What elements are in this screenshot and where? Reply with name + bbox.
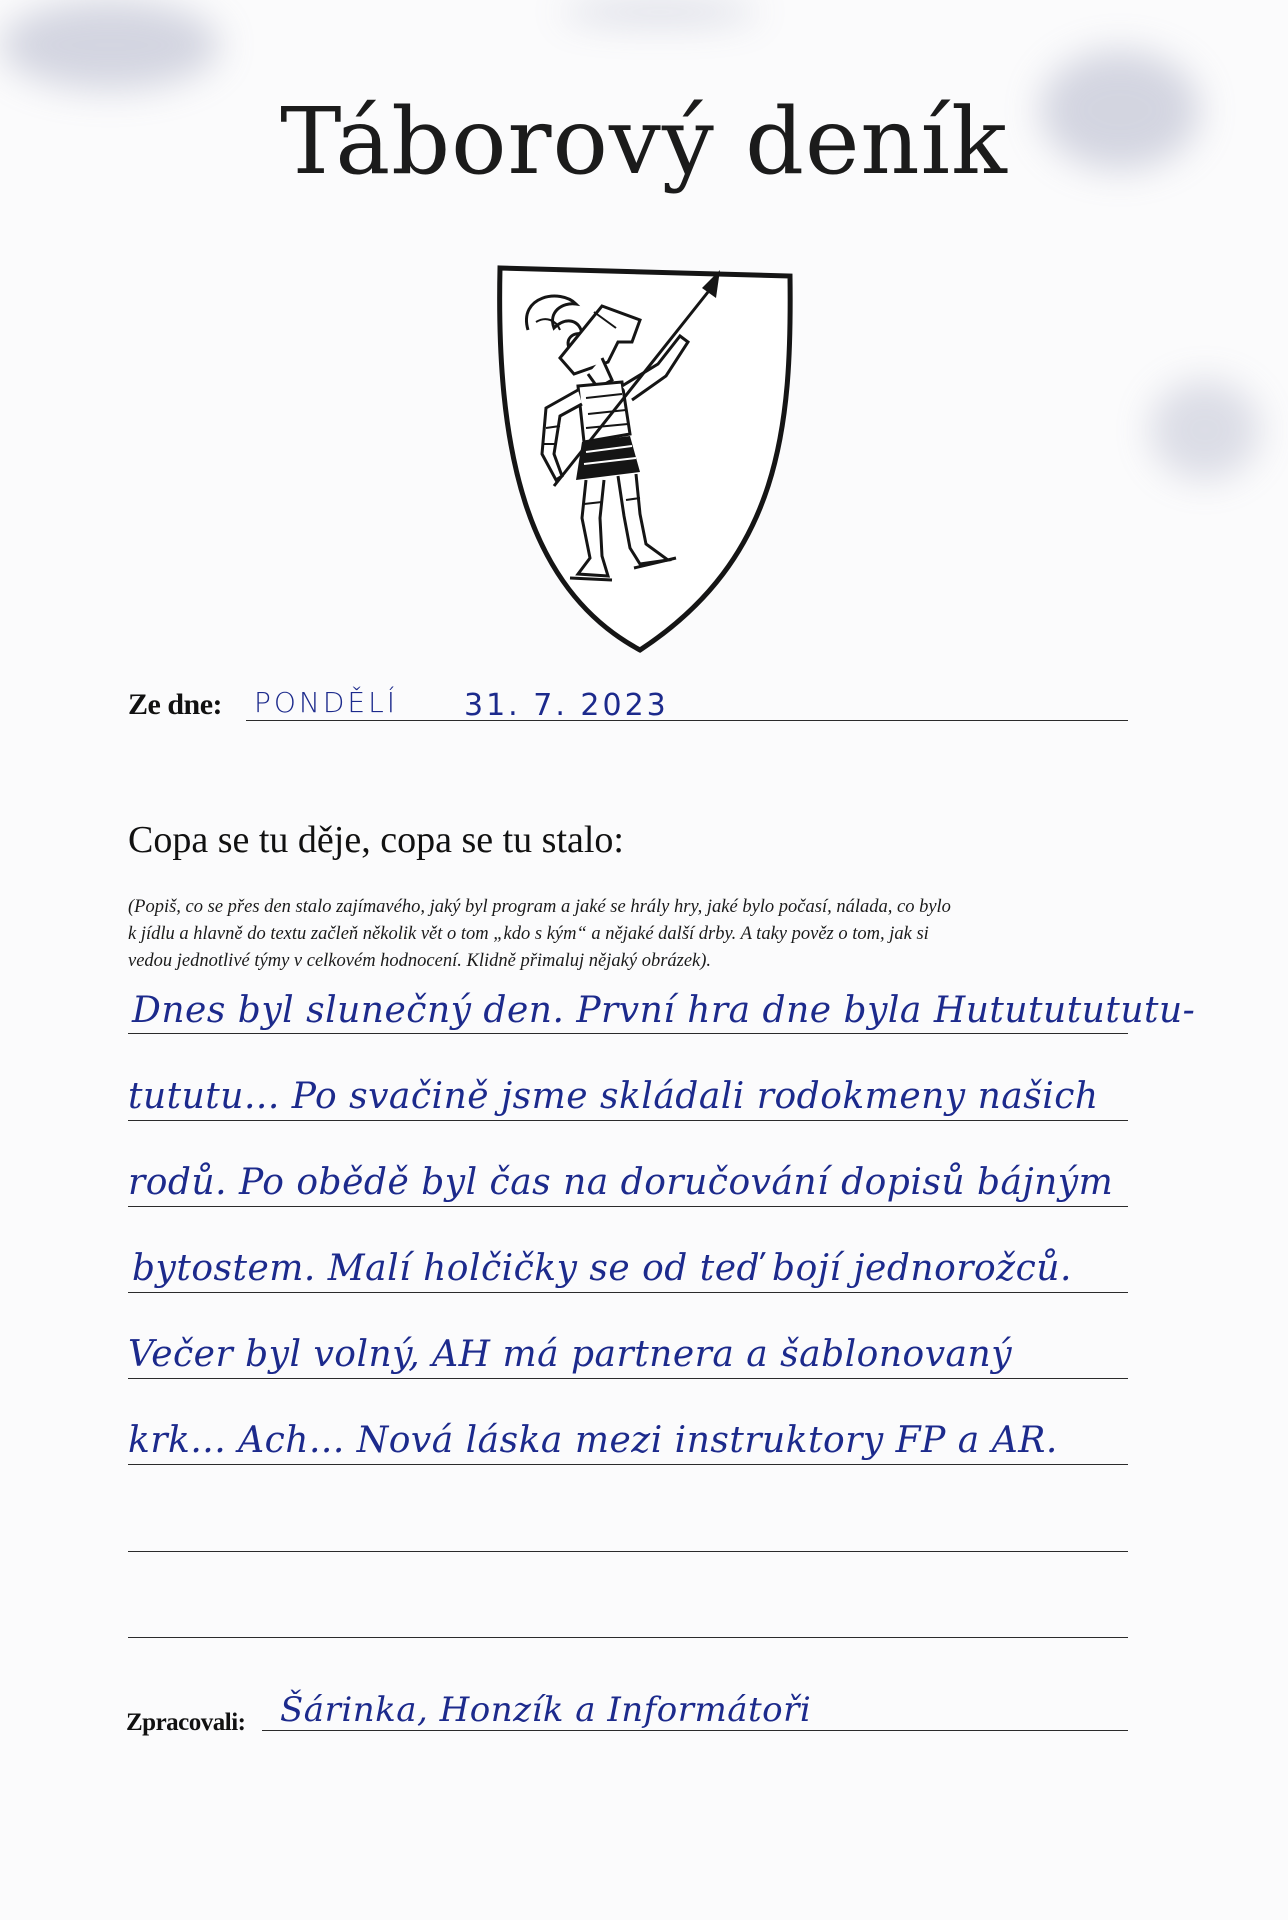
instructions-line: (Popiš, co se přes den stalo zajímavého, jaký byl program a jaké se hrály hry, jaké bylo počasí, nálada, co bylo: [128, 897, 951, 917]
entry-line: [128, 1292, 1128, 1293]
smudge-top-center: [560, 0, 760, 24]
section-heading: Copa se tu děje, copa se tu stalo:: [128, 819, 624, 861]
date-day-value[interactable]: PONDĚLÍ: [254, 686, 398, 719]
entry-text-line[interactable]: bytostem. Malí holčičky se od teď bojí jednorožců.: [132, 1248, 1072, 1289]
instructions-line: vedou jednotlivé týmy v celkovém hodnocení. Klidně přimaluj nějaký obrázek).: [128, 951, 712, 971]
entry-line: [128, 1120, 1128, 1121]
processed-by-line: [262, 1730, 1128, 1731]
entry-text-line[interactable]: tututu... Po svačině jsme skládali rodokmeny našich: [128, 1076, 1099, 1117]
entry-line: [128, 1033, 1128, 1034]
smudge-right: [1150, 380, 1260, 480]
smudge-top-left: [0, 0, 220, 90]
entry-line: [128, 1206, 1128, 1207]
date-value[interactable]: 31. 7. 2023: [464, 688, 669, 723]
entry-text-line[interactable]: krk... Ach... Nová láska mezi instruktory FP a AR.: [128, 1420, 1058, 1461]
entry-line: [128, 1637, 1128, 1638]
knight-crest-icon: [490, 258, 810, 658]
date-label: Ze dne:: [128, 688, 222, 721]
date-line: [246, 720, 1128, 721]
page-title: Táborový deník: [280, 88, 1008, 195]
entry-text-line[interactable]: rodů. Po obědě byl čas na doručování dopisů bájným: [128, 1162, 1114, 1203]
entry-text-line[interactable]: Večer byl volný, AH má partnera a šablonovaný: [128, 1334, 1013, 1375]
entry-line: [128, 1551, 1128, 1552]
processed-by-label: Zpracovali:: [126, 1709, 246, 1736]
processed-by-value[interactable]: Šárinka, Honzík a Informátoři: [280, 1690, 812, 1730]
entry-line: [128, 1378, 1128, 1379]
entry-line: [128, 1464, 1128, 1465]
instructions-line: k jídlu a hlavně do textu začleň několik vět o tom „kdo s kým“ a nějaké další drby. A taky pověz o tom, jak si: [128, 924, 929, 944]
instructions: [128, 894, 1138, 975]
entry-text-line[interactable]: Dnes byl slunečný den. První hra dne byla Hutututututu-: [132, 990, 1196, 1031]
